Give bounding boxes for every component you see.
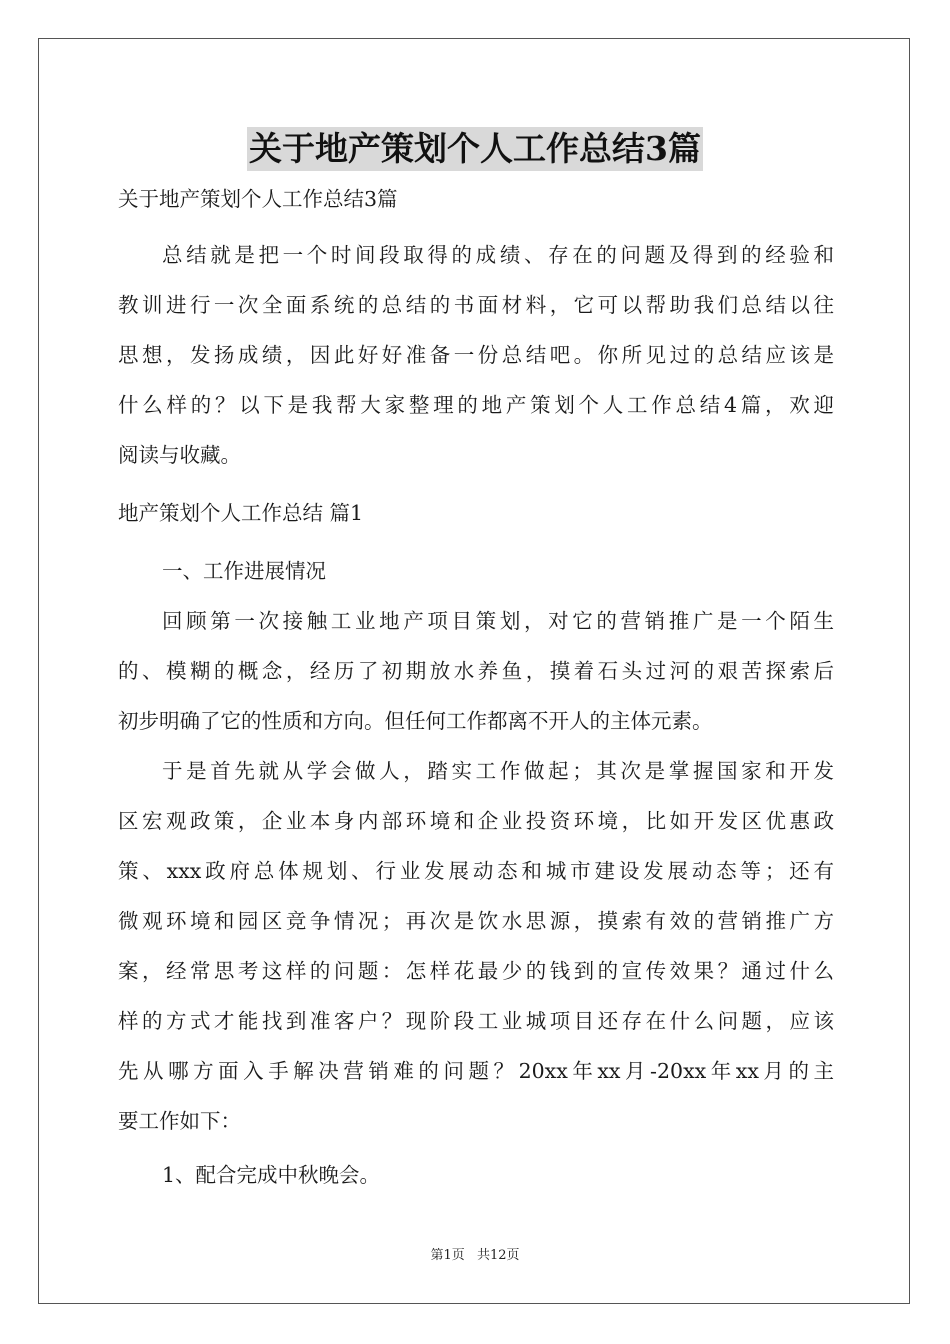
page-number: 第1页 (430, 1248, 465, 1263)
title-wrap (0, 127, 950, 171)
intro-paragraph (118, 230, 834, 480)
page-footer (0, 1247, 950, 1265)
paragraph-line: 区宏观政策，企业本身内部环境和企业投资环境，比如开发区优惠政 (118, 809, 834, 833)
paragraph-line: 策、xxx政府总体规划、行业发展动态和城市建设发展动态等；还有 (118, 859, 834, 883)
paragraph-line: 思想，发扬成绩，因此好好准备一份总结吧。你所见过的总结应该是 (118, 343, 834, 367)
paragraph-line: 要工作如下： (118, 1109, 241, 1133)
document-body (118, 180, 834, 1200)
page-total: 共12页 (476, 1248, 520, 1263)
list-item: 1、配合完成中秋晚会。 (162, 1163, 381, 1187)
section-heading: 地产策划个人工作总结 篇1 (118, 501, 364, 525)
paragraph-2 (118, 746, 834, 1146)
document-subtitle: 关于地产策划个人工作总结3篇 (118, 187, 398, 211)
paragraph-line: 的、模糊的概念，经历了初期放水养鱼，摸着石头过河的艰苦探索后 (118, 659, 834, 683)
document-title: 关于地产策划个人工作总结3篇 (247, 127, 703, 171)
paragraph-line: 总结就是把一个时间段取得的成绩、存在的问题及得到的经验和 (162, 243, 834, 267)
paragraph-line: 微观环境和园区竞争情况；再次是饮水思源，摸索有效的营销推广方 (118, 909, 834, 933)
paragraph-line: 于是首先就从学会做人，踏实工作做起；其次是掌握国家和开发 (162, 759, 834, 783)
paragraph-line: 初步明确了它的性质和方向。但任何工作都离不开人的主体元素。 (118, 709, 713, 733)
paragraph-line: 先从哪方面入手解决营销难的问题？20xx年xx月-20xx年xx月的主 (118, 1059, 834, 1083)
paragraph-line: 回顾第一次接触工业地产项目策划，对它的营销推广是一个陌生 (162, 609, 834, 633)
paragraph-line: 什么样的？以下是我帮大家整理的地产策划个人工作总结4篇，欢迎 (118, 393, 834, 417)
paragraph-line: 阅读与收藏。 (118, 443, 241, 467)
paragraph-line: 教训进行一次全面系统的总结的书面材料，它可以帮助我们总结以往 (118, 293, 834, 317)
paragraph-line: 样的方式才能找到准客户？现阶段工业城项目还存在什么问题，应该 (118, 1009, 834, 1033)
paragraph-1 (118, 596, 834, 746)
paragraph-line: 案，经常思考这样的问题：怎样花最少的钱到的宣传效果？通过什么 (118, 959, 834, 983)
subheading: 一、工作进展情况 (162, 559, 326, 583)
